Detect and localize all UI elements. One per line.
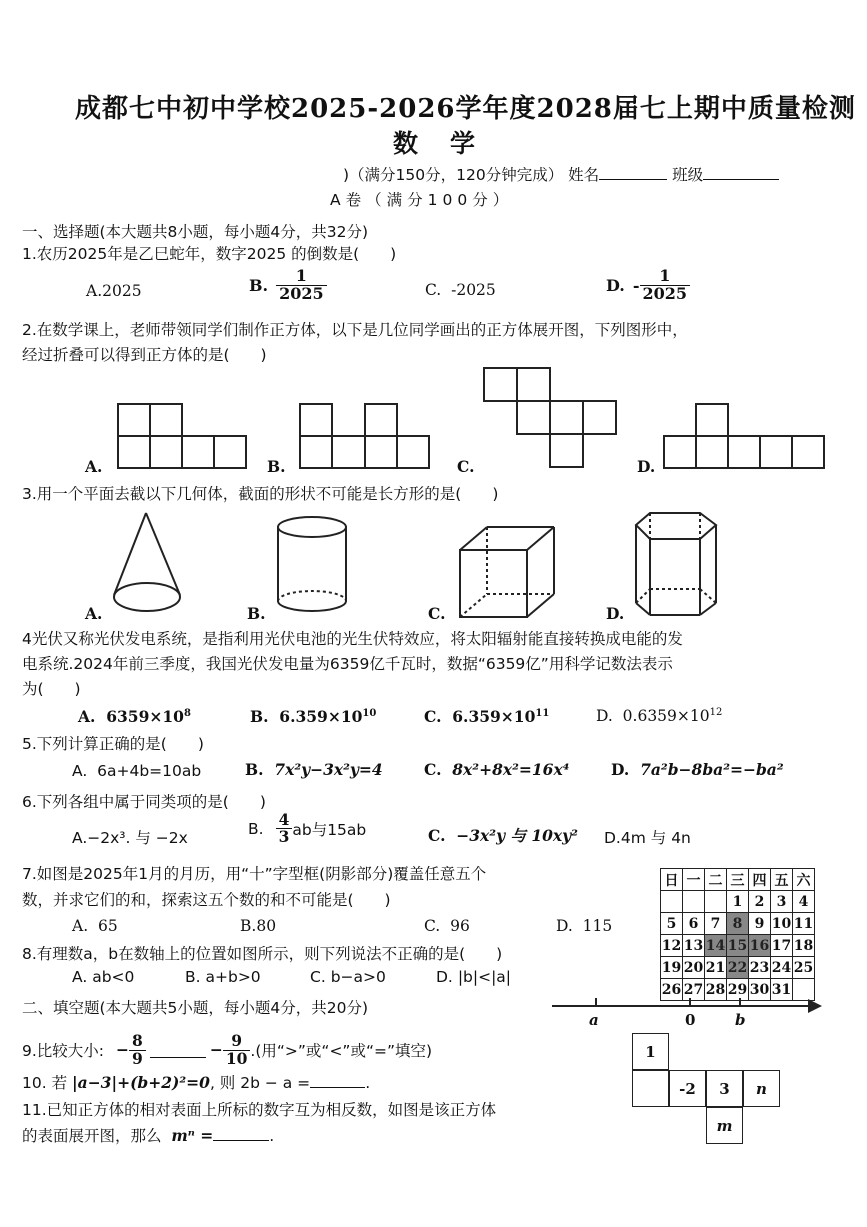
calendar-day: 6 [683,913,705,935]
calendar-day: 12 [661,935,683,957]
calendar-weekday: 日 [661,869,683,891]
calendar-week-row [661,957,815,979]
calendar-day: 9 [749,913,771,935]
cone-figure [114,513,180,611]
q7-line2: 数，并求它们的和，探索这五个数的和不可能是( ) [22,891,391,909]
net-cell: n [743,1070,780,1107]
exam-info-text: )（满分150分，120分钟完成） 姓名 [343,166,600,184]
calendar-day: 31 [771,979,793,1001]
q1-option-c[interactable]: C. -2025 [425,281,496,299]
q4-option-b[interactable]: B. $6.359\times 10^{10}$ [250,707,377,726]
name-blank[interactable] [599,165,667,180]
q10-answer-blank[interactable] [310,1073,365,1088]
q2-label-c[interactable]: C. [457,457,475,476]
q2-line1: 2.在数学课上，老师带领同学们制作正方体，以下是几位同学画出的正方体展开图，下列图形中， [22,321,688,339]
calendar-day: 23 [749,957,771,979]
q4-line2: 电系统.2024年前三季度，我国光伏发电量为6359亿千瓦时，数据“6359亿”用科学记数法表示 [22,655,673,673]
q3-label-b[interactable]: B. [247,604,266,623]
net-cell: m [706,1107,743,1144]
q8-option-c[interactable]: C. b−a>0 [310,968,386,986]
net-c [484,368,616,467]
numline-label-a: a [589,1011,599,1029]
q9-row: 9.比较大小: − $\frac{8}{9}$ − $\frac{9}{10}$ .(用“>”或“<”或“=”填空) [22,1031,433,1068]
q7-option-b[interactable]: B.80 [240,917,277,935]
q1-stem: 1.农历2025年是乙巳蛇年，数字2025 的倒数是( ) [22,245,397,263]
net-cell [632,1070,669,1107]
calendar-day: 20 [683,957,705,979]
cylinder-figure [278,517,346,611]
q2-label-d[interactable]: D. [637,457,656,476]
q2-label-a[interactable]: A. [85,457,103,476]
cube-figure [460,527,554,617]
part2-heading: 二、填空题(本大题共5小题，每小题4分，共20分) [22,999,369,1017]
q8-option-b[interactable]: B. a+b>0 [185,968,261,986]
calendar-day: 5 [661,913,683,935]
q6-option-b[interactable]: B. $\frac{4}{3}$ ab与15ab [248,810,367,847]
q4-option-a[interactable]: A. $6359\times 10^8$ [78,707,191,726]
q3-label-d[interactable]: D. [606,604,625,623]
calendar-week-row [661,891,815,913]
q10-row: 10. 若 |a−3|+(b+2)²=0, 则 2b − a = . [22,1073,371,1092]
hex-prism-figure [636,513,716,615]
calendar-day: 2 [749,891,771,913]
calendar-day: 3 [771,891,793,913]
calendar-day: 11 [793,913,815,935]
calendar-weekday: 六 [793,869,815,891]
section-a-heading: A卷（满分100分） [330,191,514,209]
calendar-day: 24 [771,957,793,979]
q11-row2: 的表面展开图，那么 mⁿ = . [22,1126,275,1145]
q2-label-b[interactable]: B. [267,457,286,476]
net-a [118,404,246,468]
net-cell: 1 [632,1033,669,1070]
calendar-day [705,891,727,913]
calendar-day [683,891,705,913]
calendar-day: 22 [727,957,749,979]
q2-nets [0,360,867,480]
calendar-weekday: 一 [683,869,705,891]
calendar-day: 26 [661,979,683,1001]
calendar-day: 1 [727,891,749,913]
q1-option-a[interactable]: A.2025 [86,282,142,300]
net-cell: -2 [669,1070,706,1107]
q6-stem: 6.下列各组中属于同类项的是( ) [22,793,266,811]
q7-line1: 7.如图是2025年1月的月历，用“十”字型框(阴影部分)覆盖任意五个 [22,865,487,883]
numline-label-b: b [735,1011,746,1029]
calendar-day: 21 [705,957,727,979]
q11-answer-blank[interactable] [213,1126,269,1141]
calendar-week-row [661,913,815,935]
q7-option-a[interactable]: A. 65 [72,917,118,935]
calendar-day: 10 [771,913,793,935]
numline-label-0: 0 [685,1011,696,1029]
calendar-day: 17 [771,935,793,957]
net-b [300,404,429,468]
calendar-day: 29 [727,979,749,1001]
q7-option-d[interactable]: D. 115 [556,917,613,935]
q8-option-a[interactable]: A. ab<0 [72,968,135,986]
calendar-day: 14 [705,935,727,957]
calendar-day: 27 [683,979,705,1001]
calendar-day: 16 [749,935,771,957]
q2-line2: 经过折叠可以得到正方体的是( ) [22,346,267,364]
q5-stem: 5.下列计算正确的是( ) [22,735,204,753]
q1-option-d[interactable]: D. - $\frac{1}{2025}$ [606,268,690,303]
calendar-weekday-row [661,869,815,891]
q6-option-d[interactable]: D.4m 与 4n [604,829,691,847]
q5-option-d[interactable]: D. 7a²b−8ba²=−ba² [611,760,784,779]
q3-label-a[interactable]: A. [85,604,103,623]
calendar-day: 13 [683,935,705,957]
class-label: 班级 [672,166,704,184]
q11-line1: 11.已知正方体的相对表面上所标的数字互为相反数，如图是该正方体 [22,1101,497,1119]
net-cell: 3 [706,1070,743,1107]
q4-line1: 4光伏又称光伏发电系统，是指利用光伏电池的光生伏特效应，将太阳辐射能直接转换成电能的发 [22,630,683,648]
q8-stem: 8.有理数a，b在数轴上的位置如图所示，则下列说法不正确的是( ) [22,945,503,963]
calendar-week-row [661,935,815,957]
subject-title: 数学 [393,129,508,158]
calendar-day: 19 [661,957,683,979]
q3-stem: 3.用一个平面去截以下几何体，截面的形状不可能是长方形的是( ) [22,485,499,503]
calendar-day: 30 [749,979,771,1001]
calendar-weekday: 三 [727,869,749,891]
q6-option-c[interactable]: C. −3x²y 与 10xy² [428,826,578,845]
calendar-day: 18 [793,935,815,957]
q3-label-c[interactable]: C. [428,604,446,623]
class-blank[interactable] [703,165,779,180]
calendar-day: 8 [727,913,749,935]
calendar-day: 4 [793,891,815,913]
q7-option-c[interactable]: C. 96 [424,917,470,935]
q6-option-a[interactable]: A.−2x³. 与 −2x [72,829,188,847]
calendar-weekday: 四 [749,869,771,891]
q4-line3: 为( ) [22,680,81,698]
q8-option-d[interactable]: D. |b|<|a| [436,968,512,986]
calendar-day [661,891,683,913]
calendar-weekday: 二 [705,869,727,891]
q9-hint: .(用“>”或“<”或“=”填空) [250,1042,433,1060]
calendar-day: 7 [705,913,727,935]
calendar-weekday: 五 [771,869,793,891]
q9-label: 9.比较大小: [22,1042,105,1060]
exam-title: 成都七中初中学校2025-2026学年度2028届七上期中质量检测 [75,94,856,124]
calendar-day: 15 [727,935,749,957]
q9-fraction-1: $\frac{8}{9}$ [129,1033,146,1067]
q1-option-b[interactable]: B. $\frac{1}{2025}$ [249,268,327,303]
calendar-day: 25 [793,957,815,979]
net-d [664,404,824,468]
q5-option-c[interactable]: C. 8x²+8x²=16x⁴ [424,760,570,779]
q5-option-b[interactable]: B. 7x²y−3x²y=4 [245,760,383,779]
q4-option-d[interactable]: D. $0.6359\times 10^{12}$ [596,707,723,726]
calendar-grid [660,868,815,1001]
exam-info [343,163,779,185]
q4-option-c[interactable]: C. $6.359\times 10^{11}$ [424,707,550,726]
q5-option-a[interactable]: A. 6a+4b=10ab [72,762,202,780]
calendar-day: 28 [705,979,727,1001]
q9-fraction-2: $\frac{9}{10}$ [223,1033,251,1067]
part1-heading: 一、选择题(本大题共8小题，每小题4分，共32分) [22,223,369,241]
q9-answer-blank[interactable] [150,1043,206,1058]
